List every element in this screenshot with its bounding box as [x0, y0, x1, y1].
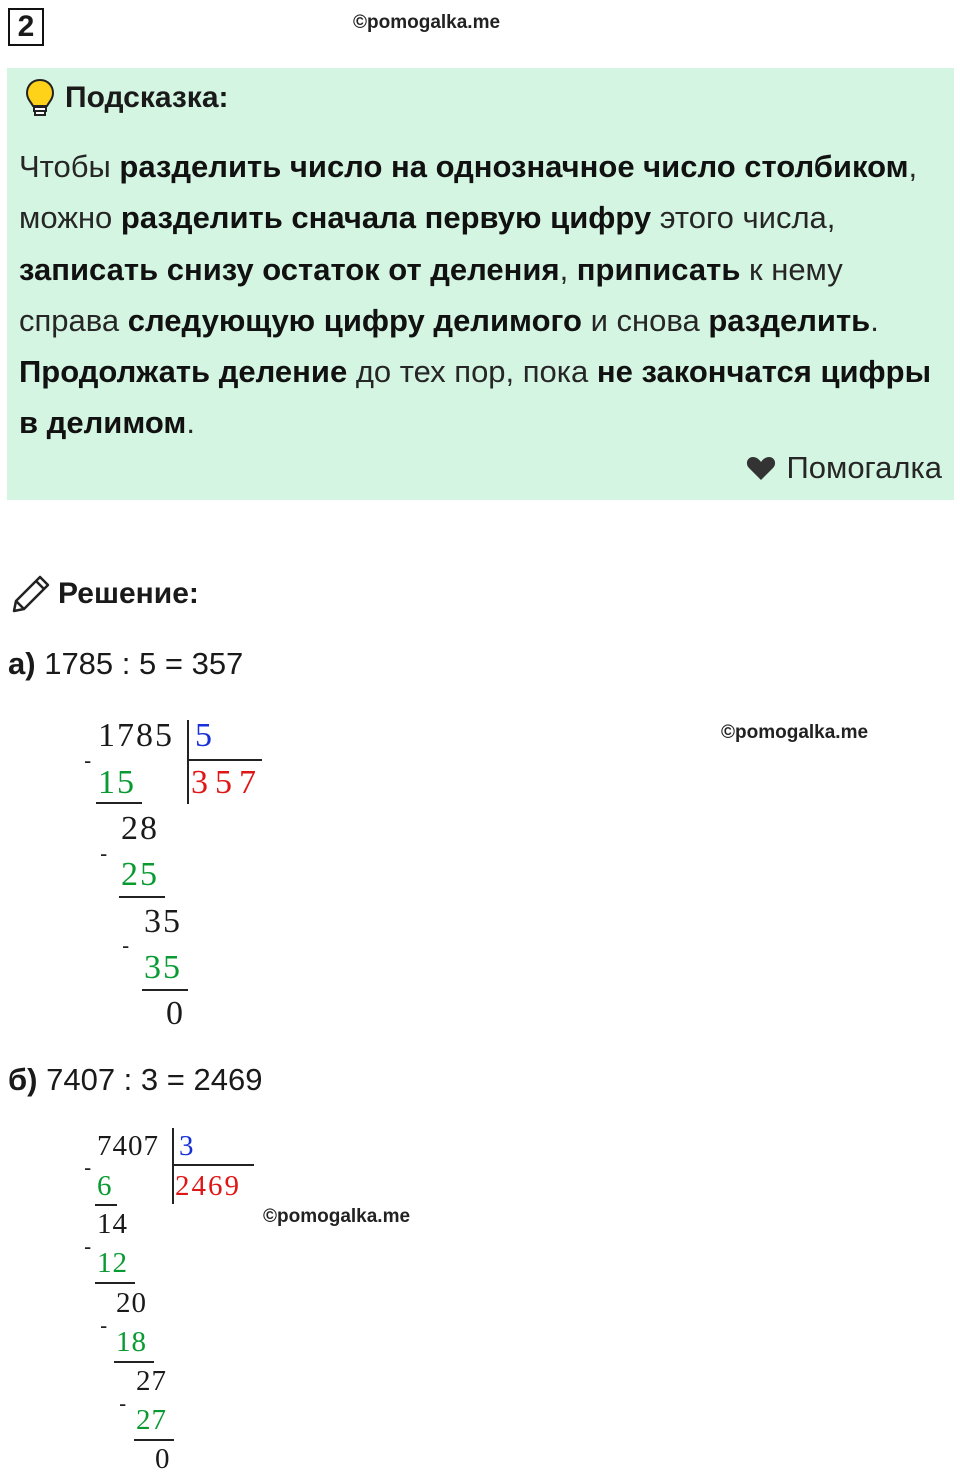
hint-bold-text: следующую цифру делимого	[127, 302, 582, 338]
hint-header	[25, 76, 229, 120]
watermark: ©pomogalka.me	[353, 12, 501, 33]
remainder: 35	[144, 903, 182, 940]
hint-plain-text: .	[870, 302, 879, 338]
minus-sign: -	[119, 1391, 127, 1416]
divisor: 5	[195, 717, 212, 754]
hint-signature	[746, 448, 942, 488]
subtrahend: 15	[98, 764, 136, 801]
hint-plain-text: .	[186, 405, 195, 441]
subtrahend: 25	[121, 856, 159, 893]
part-b-equation	[8, 1060, 262, 1100]
hint-box	[7, 68, 954, 500]
part-a-equation	[8, 644, 243, 684]
remainder: 28	[121, 810, 159, 847]
hint-plain-text: и снова	[581, 302, 709, 338]
hint-plain-text: ,	[559, 251, 577, 287]
step-line	[95, 1282, 135, 1284]
minus-sign: -	[122, 933, 130, 958]
dividend: 1785	[98, 717, 174, 754]
remainder: 20	[116, 1287, 147, 1319]
part-b-label: б)	[8, 1062, 38, 1097]
final-remainder: 0	[155, 1443, 170, 1475]
part-a-label: а)	[8, 646, 36, 681]
hint-plain-text: до тех пор, пока	[347, 354, 597, 390]
solution-title: Решение:	[58, 577, 199, 610]
remainder: 14	[97, 1208, 128, 1240]
hint-bold-text: разделить сначала первую цифру	[120, 200, 652, 236]
division-bar-horizontal	[172, 1164, 254, 1166]
division-bar-horizontal	[187, 759, 262, 761]
division-bar-vertical	[187, 720, 189, 804]
dividend: 7407	[97, 1130, 159, 1162]
subtrahend: 6	[97, 1170, 112, 1202]
subtrahend: 27	[136, 1404, 167, 1436]
subtrahend: 18	[116, 1326, 147, 1358]
lightbulb-icon	[25, 78, 55, 118]
step-line	[142, 989, 188, 991]
remainder: 27	[136, 1365, 167, 1397]
division-bar-vertical	[172, 1128, 174, 1204]
hint-bold-text: Продолжать деление	[19, 354, 348, 390]
hint-bold-text: приписать	[576, 251, 741, 287]
watermark: ©pomogalka.me	[263, 1206, 411, 1227]
divisor: 3	[179, 1130, 194, 1162]
hint-bold-text: не закончатся цифры в делимом	[19, 354, 932, 441]
final-remainder: 0	[166, 995, 183, 1032]
minus-sign: -	[100, 841, 108, 866]
step-line	[114, 1361, 154, 1363]
heart-icon	[746, 455, 776, 481]
hint-plain-text: Чтобы	[19, 149, 120, 184]
hint-plain-text: к нему справа	[19, 251, 843, 338]
watermark: ©pomogalka.me	[721, 722, 869, 743]
minus-sign: -	[84, 1234, 92, 1259]
part-b-expression: 7407 : 3 = 2469	[46, 1062, 263, 1097]
task-number: 2	[8, 8, 44, 46]
hint-text	[19, 141, 949, 449]
quotient: 357	[191, 764, 263, 801]
signature-text: Помогалка	[786, 450, 942, 485]
minus-sign: -	[100, 1313, 108, 1338]
subtrahend: 12	[97, 1247, 128, 1279]
hint-bold-text: разделить число на однозначное число столбиком	[119, 149, 909, 184]
hint-title: Подсказка:	[65, 81, 229, 114]
step-line	[134, 1439, 174, 1441]
step-line	[96, 802, 142, 804]
minus-sign: -	[84, 1155, 92, 1180]
pencil-icon	[10, 573, 52, 615]
step-line	[95, 1204, 117, 1206]
subtrahend: 35	[144, 949, 182, 986]
hint-bold-text: разделить	[708, 302, 871, 338]
step-line	[119, 896, 165, 898]
hint-plain-text: этого числа,	[651, 200, 836, 236]
part-a-expression: 1785 : 5 = 357	[44, 646, 244, 681]
quotient: 2469	[175, 1170, 241, 1202]
solution-header	[10, 572, 199, 616]
minus-sign: -	[84, 748, 92, 773]
hint-bold-text: записать снизу остаток от деления	[19, 251, 560, 287]
hint-plain-text: , можно	[19, 149, 918, 236]
